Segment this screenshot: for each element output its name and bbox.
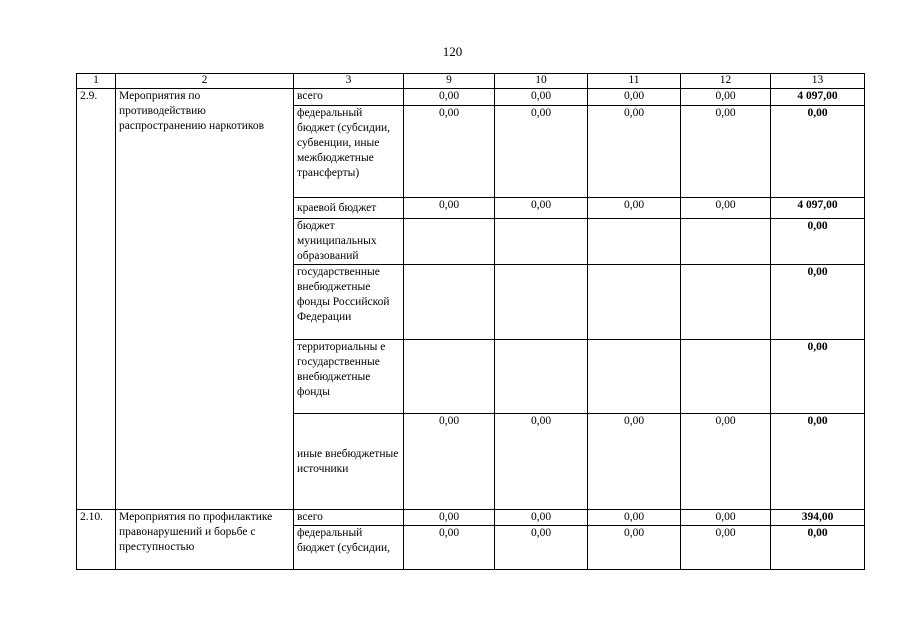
funding-source: иные внебюджетные источники [294, 414, 404, 510]
value-cell [588, 340, 681, 414]
value-cell: 0,00 [588, 526, 681, 570]
value-cell: 0,00 [404, 198, 495, 219]
value-cell: 0,00 [404, 89, 495, 106]
value-cell: 0,00 [495, 198, 588, 219]
budget-table [76, 73, 865, 570]
value-cell: 0,00 [404, 510, 495, 526]
value-cell: 0,00 [588, 106, 681, 198]
value-cell: 0,00 [588, 198, 681, 219]
column-header: 10 [495, 74, 588, 89]
value-cell: 0,00 [495, 89, 588, 106]
value-cell: 0,00 [495, 414, 588, 510]
column-header: 9 [404, 74, 495, 89]
funding-source: территориальны е государственные внебюджетные фонды [294, 340, 404, 414]
column-header: 12 [681, 74, 771, 89]
section-name: Мероприятия по противодействию распространению наркотиков [116, 89, 294, 510]
funding-source: федеральный бюджет (субсидии, субвенции, иные межбюджетные трансферты) [294, 106, 404, 198]
page-number: 120 [442, 44, 463, 59]
funding-source: федеральный бюджет (субсидии, [294, 526, 404, 570]
funding-source: всего [294, 510, 404, 526]
value-cell: 0,00 [681, 198, 771, 219]
value-cell: 0,00 [404, 526, 495, 570]
total-cell: 4 097,00 [771, 198, 865, 219]
value-cell: 0,00 [681, 106, 771, 198]
total-cell: 0,00 [771, 414, 865, 510]
total-cell: 4 097,00 [771, 89, 865, 106]
section-name: Мероприятия по профилактике правонарушений и борьбе с преступностью [116, 510, 294, 570]
total-cell: 0,00 [771, 106, 865, 198]
value-cell [681, 265, 771, 340]
total-cell: 0,00 [771, 340, 865, 414]
value-cell [681, 219, 771, 265]
total-cell: 0,00 [771, 219, 865, 265]
value-cell [495, 340, 588, 414]
total-cell: 394,00 [771, 510, 865, 526]
funding-source: бюджет муниципальных образований [294, 219, 404, 265]
value-cell: 0,00 [495, 526, 588, 570]
column-header: 13 [771, 74, 865, 89]
column-header: 2 [116, 74, 294, 89]
funding-source: государственные внебюджетные фонды Российской Федерации [294, 265, 404, 340]
total-cell: 0,00 [771, 265, 865, 340]
funding-source: краевой бюджет [294, 198, 404, 219]
value-cell [588, 219, 681, 265]
value-cell [404, 340, 495, 414]
table-row [77, 89, 865, 106]
value-cell: 0,00 [495, 510, 588, 526]
value-cell: 0,00 [588, 510, 681, 526]
section-code: 2.9. [77, 89, 116, 510]
value-cell: 0,00 [404, 106, 495, 198]
value-cell [404, 219, 495, 265]
column-header: 1 [77, 74, 116, 89]
value-cell: 0,00 [588, 414, 681, 510]
value-cell [495, 219, 588, 265]
funding-source: всего [294, 89, 404, 106]
value-cell: 0,00 [681, 414, 771, 510]
value-cell: 0,00 [588, 89, 681, 106]
value-cell: 0,00 [404, 414, 495, 510]
value-cell: 0,00 [681, 526, 771, 570]
value-cell [404, 265, 495, 340]
column-header: 11 [588, 74, 681, 89]
table-row [77, 510, 865, 526]
value-cell: 0,00 [495, 106, 588, 198]
value-cell [681, 340, 771, 414]
value-cell [495, 265, 588, 340]
column-header: 3 [294, 74, 404, 89]
header-row [77, 74, 865, 89]
value-cell: 0,00 [681, 510, 771, 526]
value-cell [588, 265, 681, 340]
total-cell: 0,00 [771, 526, 865, 570]
section-code: 2.10. [77, 510, 116, 570]
value-cell: 0,00 [681, 89, 771, 106]
